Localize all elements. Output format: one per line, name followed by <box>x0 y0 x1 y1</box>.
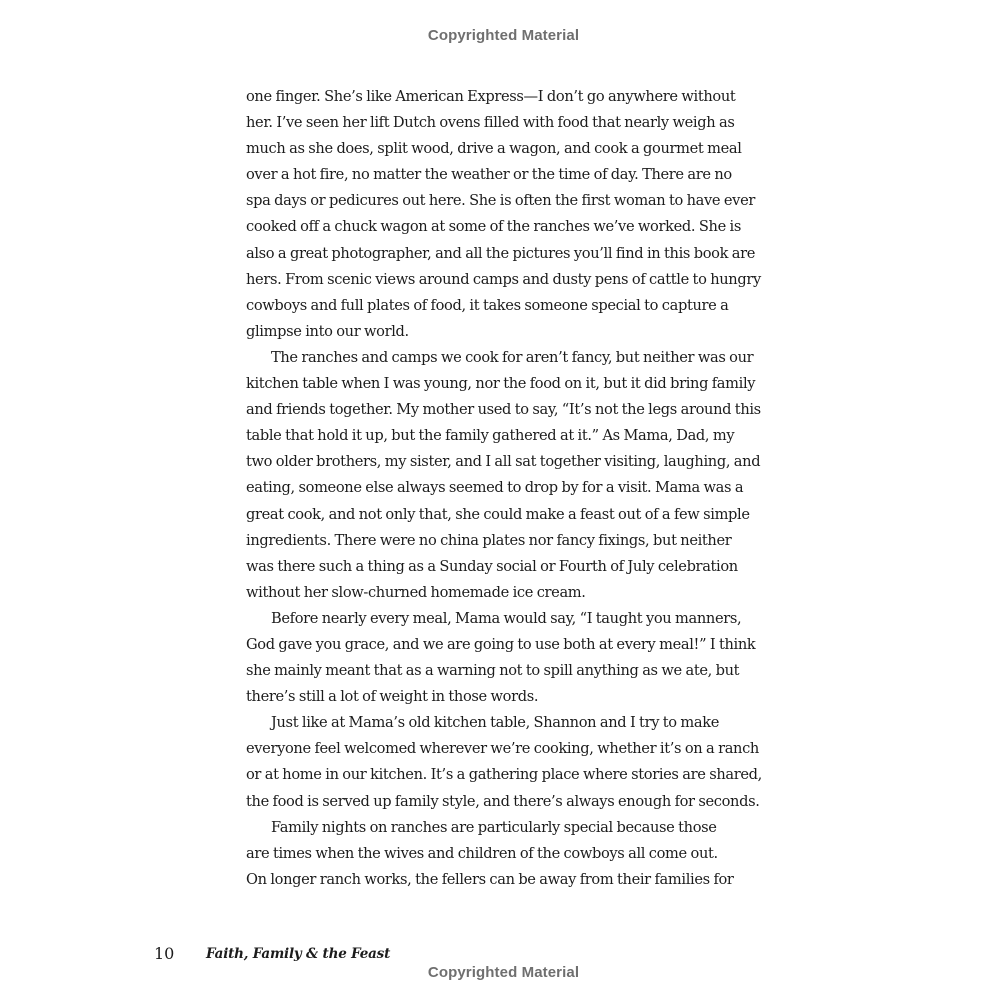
text-line: was there such a thing as a Sunday social or Fourth of July celebration <box>246 557 738 575</box>
text-line: God gave you grace, and we are going to use both at every meal!” I think <box>246 635 756 653</box>
text-line: spa days or pedicures out here. She is often the first woman to have ever <box>246 192 755 210</box>
text-line: hers. From scenic views around camps and dusty pens of cattle to hungry <box>246 270 761 288</box>
text-line: eating, someone else always seemed to drop by for a visit. Mama was a <box>246 479 744 497</box>
text-line: table that hold it up, but the family gathered at it.” As Mama, Dad, my <box>246 427 735 445</box>
text-line: her. I’ve seen her lift Dutch ovens filled with food that nearly weigh as <box>246 114 735 132</box>
text-line: or at home in our kitchen. It’s a gathering place where stories are shared, <box>246 766 762 784</box>
text-line: On longer ranch works, the fellers can be away from their families for <box>246 870 734 888</box>
copyright-watermark-bottom: Copyrighted Material <box>427 964 580 981</box>
text-line: cowboys and full plates of food, it takes someone special to capture a <box>246 296 729 314</box>
text-line: also a great photographer, and all the pictures you’ll find in this book are <box>246 244 756 262</box>
text-line: without her slow-churned homemade ice cream. <box>246 583 586 601</box>
text-line: The ranches and camps we cook for aren’t fancy, but neither was our <box>271 348 754 366</box>
text-line: glimpse into our world. <box>246 322 409 340</box>
text-line: and friends together. My mother used to say, “It’s not the legs around this <box>246 401 761 419</box>
text-line: Just like at Mama’s old kitchen table, Shannon and I try to make <box>271 714 720 732</box>
text-line: great cook, and not only that, she could make a feast out of a few simple <box>246 505 750 523</box>
body-text <box>246 84 766 893</box>
text-line: cooked off a chuck wagon at some of the ranches we’ve worked. She is <box>246 218 742 236</box>
text-line: much as she does, split wood, drive a wagon, and cook a gourmet meal <box>246 140 742 158</box>
text-line: Before nearly every meal, Mama would say, “I taught you manners, <box>271 609 742 627</box>
copyright-watermark-top: Copyrighted Material <box>427 27 580 44</box>
text-line: everyone feel welcomed wherever we’re cooking, whether it’s on a ranch <box>246 740 759 758</box>
text-line: are times when the wives and children of the cowboys all come out. <box>246 844 718 862</box>
page-number: 10 <box>154 944 175 963</box>
text-line: ingredients. There were no china plates nor fancy fixings, but neither <box>246 531 732 549</box>
text-line: she mainly meant that as a warning not to spill anything as we ate, but <box>246 662 740 680</box>
text-line: over a hot fire, no matter the weather or the time of day. There are no <box>246 166 732 184</box>
text-line: one finger. She’s like American Express—I don’t go anywhere without <box>246 88 736 105</box>
text-line: there’s still a lot of weight in those words. <box>246 688 539 706</box>
text-line: the food is served up family style, and there’s always enough for seconds. <box>246 792 760 810</box>
running-title: Faith, Family & the Feast <box>206 946 391 962</box>
text-line: Family nights on ranches are particularly special because those <box>271 818 717 836</box>
text-line: kitchen table when I was young, nor the food on it, but it did bring family <box>246 375 756 393</box>
text-line: two older brothers, my sister, and I all sat together visiting, laughing, and <box>246 453 761 471</box>
